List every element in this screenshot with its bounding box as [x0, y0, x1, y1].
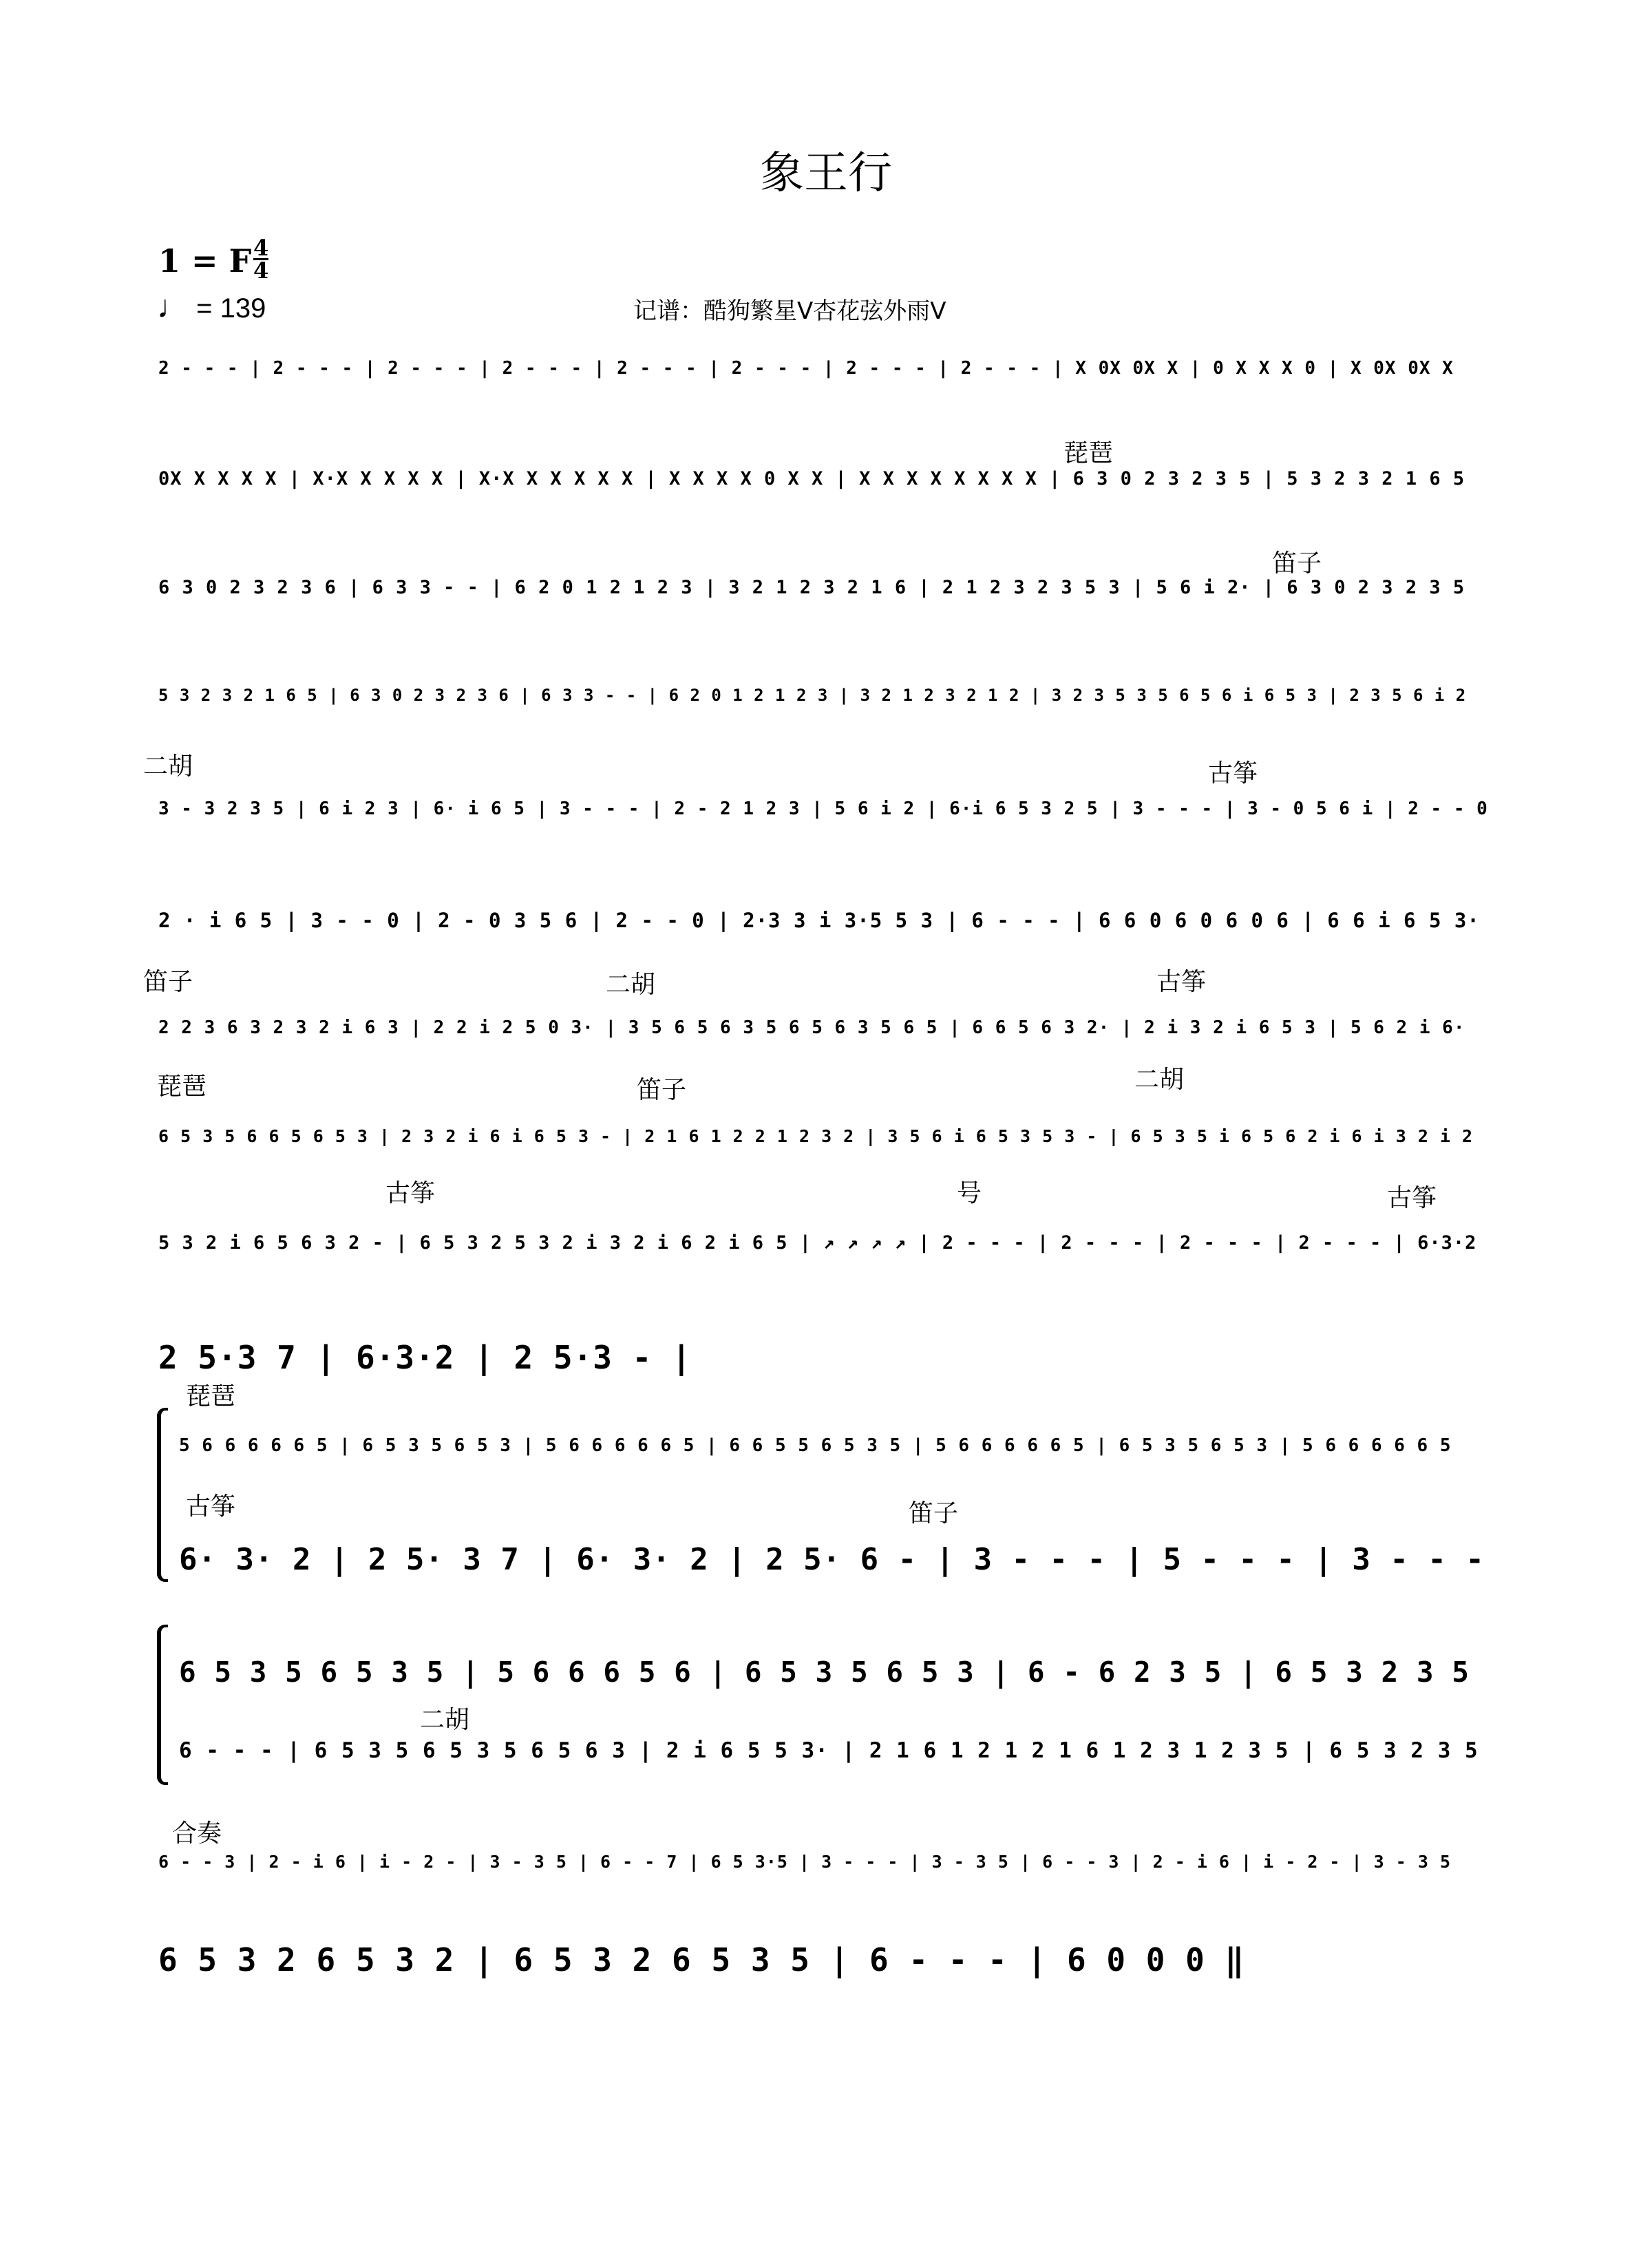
notation-line-final: 6 5 3 2 6 5 3 2 | 6 5 3 2 6 5 3 5 | 6 - - - | 6 0 0 0 ‖: [158, 1941, 1245, 1978]
instrument-label-dizi: 笛子: [1272, 549, 1322, 578]
key-signature: 1 = F: [158, 242, 252, 279]
notation-line-8: 6 5 3 5 6 6 5 6 5 3 | 2 3 2 i 6 i 6 5 3 - | 2 1 6 1 2 2 1 2 3 2 | 3 5 6 i 6 5 3 5 3 - | 6 5 3 5 i 6 5 6 2 i 6 i 3 2 i 2: [158, 1126, 1474, 1146]
tempo-value: = 139: [196, 293, 266, 324]
notation-line-5: 3 - 3 2 3 5 | 6 i 2 3 | 6· i 6 5 | 3 - - - | 2 - 2 1 2 3 | 5 6 i 2 | 6·i 6 5 3 2 5 | 3 - - - | 3 - 0 5 6 i | 2 - - 0: [158, 799, 1488, 819]
instrument-label-erhu: 二胡: [606, 971, 656, 999]
instrument-label-guzheng: 古筝: [186, 1492, 236, 1521]
instrument-label-hezou: 合奏: [172, 1819, 222, 1848]
notation-line-2: 0X X X X X | X·X X X X X | X·X X X X X X | X X X X 0 X X | X X X X X X X X | 6 3 0 2 3 2 3 5 | 5 3 2 3 2 1 6 5: [158, 468, 1465, 489]
notation-line-6: 2 · i 6 5 | 3 - - 0 | 2 - 0 3 5 6 | 2 - - 0 | 2·3 3 i 3·5 5 3 | 6 - - - | 6 6 0 6 0 6 0 6 | 6 6 i 6 5 3·: [158, 909, 1480, 932]
instrument-label-erhu: 二胡: [420, 1706, 470, 1734]
system-bracket: [157, 1408, 168, 1582]
notation-line-hezou: 6 - - 3 | 2 - i 6 | i - 2 - | 3 - 3 5 | 6 - - 7 | 6 5 3·5 | 3 - - - | 3 - 3 5 | 6 - - 3 | 2 - i 6 | i - 2 - | 3 - 3 5: [158, 1852, 1451, 1872]
notation-line-3: 6 3 0 2 3 2 3 6 | 6 3 3 - - | 6 2 0 1 2 1 2 3 | 3 2 1 2 3 2 1 6 | 2 1 2 3 2 3 5 3 | 5 6 i 2· | 6 3 0 2 3 2 3 5: [158, 577, 1465, 598]
notation-line-guzheng: 6· 3· 2 | 2 5· 3 7 | 6· 3· 2 | 2 5· 6 - | 3 - - - | 5 - - - | 3 - - -: [179, 1542, 1485, 1577]
system-bracket: [157, 1625, 168, 1785]
instrument-label-guzheng: 古筝: [1156, 968, 1207, 996]
instrument-label-dizi: 笛子: [637, 1076, 687, 1104]
notation-line-9: 5 3 2 i 6 5 6 3 2 - | 6 5 3 2 5 3 2 i 3 2 i 6 2 i 6 5 | ↗ ↗ ↗ ↗ | 2 - - - | 2 - - - | 2 - - - | 2 - - - | 6·3·2: [158, 1232, 1477, 1254]
notation-line-upper: 6 5 3 5 6 5 3 5 | 5 6 6 6 5 6 | 6 5 3 5 6 5 3 | 6 - 6 2 3 5 | 6 5 3 2 3 5: [179, 1656, 1470, 1689]
tempo-marking: [157, 288, 266, 325]
transcriber-credit: 记谱：酷狗繁星V杏花弦外雨V: [633, 297, 946, 325]
notation-line-10: 2 5·3 7 | 6·3·2 | 2 5·3 - |: [158, 1339, 692, 1376]
instrument-label-guzheng: 古筝: [1208, 759, 1258, 788]
notation-line-7: 2 2 3 6 3 2 3 2 i 6 3 | 2 2 i 2 5 0 3· | 3 5 6 5 6 3 5 6 5 6 3 5 6 5 | 6 6 5 6 3 2· | 2 i 3 2 i 6 5 3 | 5 6 2 i 6·: [158, 1017, 1465, 1038]
time-signature: [253, 235, 269, 284]
time-numerator: 4: [253, 235, 269, 261]
time-denominator: 4: [253, 257, 269, 284]
instrument-label-guzheng: 古筝: [1387, 1184, 1437, 1212]
instrument-label-erhu: 二胡: [1134, 1066, 1185, 1094]
notation-line-1: 2 - - - | 2 - - - | 2 - - - | 2 - - - | 2 - - - | 2 - - - | 2 - - - | 2 - - - | X 0X 0X X | 0 X X X 0 | X 0X 0X X: [158, 358, 1454, 379]
notation-line-lower: 6 - - - | 6 5 3 5 6 5 3 5 6 5 6 3 | 2 i 6 5 5 3· | 2 1 6 1 2 1 2 1 6 1 2 3 1 2 3 5 | 6 5 3 2 3 5: [179, 1738, 1479, 1763]
instrument-label-hao: 号: [957, 1179, 982, 1207]
notation-line-pipa: 5 6 6 6 6 6 5 | 6 5 3 5 6 5 3 | 5 6 6 6 6 6 5 | 6 6 5 5 6 5 3 5 | 5 6 6 6 6 6 5 | 6 5 3 5 6 5 3 | 5 6 6 6 6 6 5: [179, 1435, 1452, 1456]
instrument-label-pipa: 琵琶: [1063, 439, 1114, 467]
quarter-note-icon: ♩: [157, 288, 189, 324]
instrument-label-dizi: 笛子: [143, 968, 193, 996]
instrument-label-pipa: 琵琶: [186, 1382, 236, 1411]
instrument-label-guzheng: 古筝: [385, 1179, 436, 1207]
notation-line-4: 5 3 2 3 2 1 6 5 | 6 3 0 2 3 2 3 6 | 6 3 3 - - | 6 2 0 1 2 1 2 3 | 3 2 1 2 3 2 1 2 | 3 2 3 5 3 5 6 5 6 i 6 5 3 | 2 3 5 6 i 2: [158, 686, 1467, 705]
page-title: 象王行: [760, 148, 892, 199]
instrument-label-dizi: 笛子: [909, 1499, 959, 1528]
instrument-label-erhu: 二胡: [143, 752, 193, 781]
instrument-label-pipa: 琵琶: [157, 1073, 207, 1101]
